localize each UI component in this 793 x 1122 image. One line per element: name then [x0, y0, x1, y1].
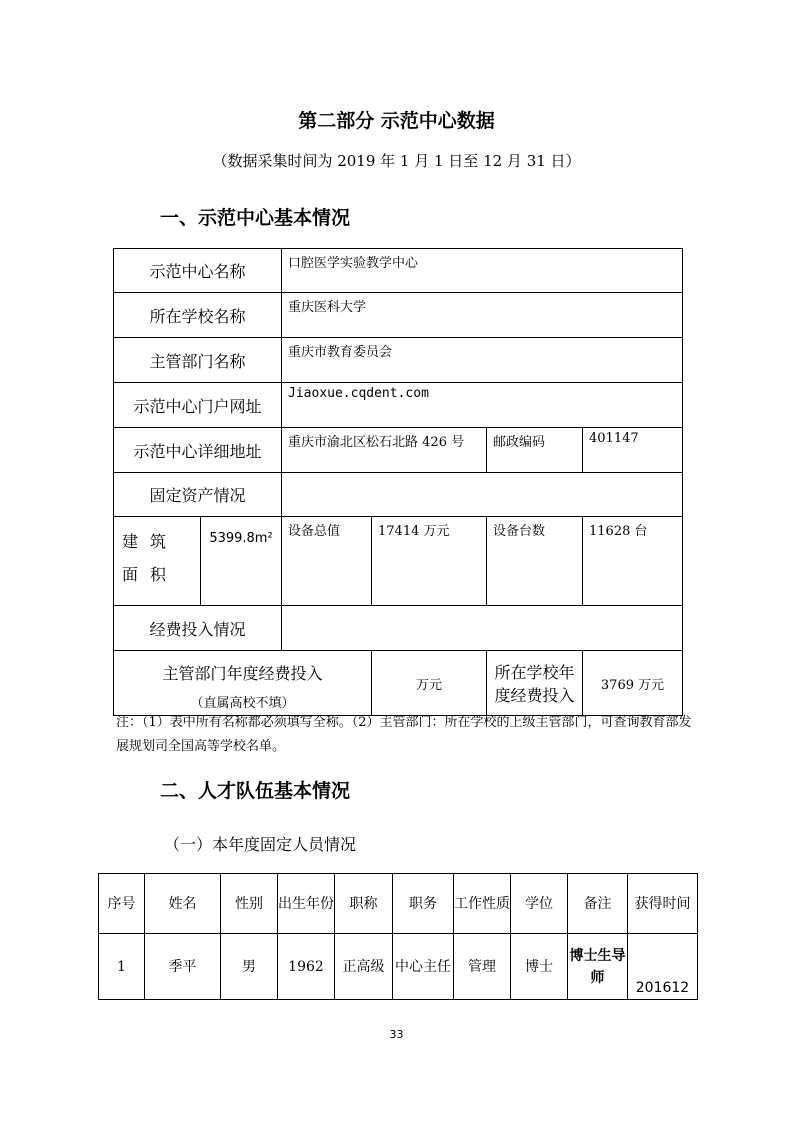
school-funds-label: 所在学校年度经费投入: [487, 651, 583, 716]
section-heading-staff: 二、人才队伍基本情况: [160, 780, 351, 802]
department-name-value: 重庆市教育委员会: [282, 338, 683, 383]
equipment-total-label: 设备总值: [282, 517, 372, 606]
header-name: 姓名: [145, 874, 221, 934]
basic-info-table: [113, 248, 683, 716]
funds-label: 经费投入情况: [114, 606, 282, 651]
address-value: 重庆市渝北区松石北路 426 号: [282, 428, 487, 473]
staff-table-header-row: [99, 874, 698, 934]
table-row: [99, 934, 698, 1000]
section-heading-basic-info: 一、示范中心基本情况: [160, 207, 351, 229]
cell-degree: 博士: [511, 934, 568, 1000]
department-funds-label: 主管部门年度经费投入: [162, 664, 323, 683]
department-funds-label-cell: [114, 651, 372, 716]
header-work-nature: 工作性质: [454, 874, 511, 934]
center-name-value: 口腔医学实验教学中心: [282, 249, 683, 293]
postcode-label: 邮政编码: [487, 428, 583, 473]
equipment-count-label: 设备台数: [487, 517, 583, 606]
equipment-total-value: 17414 万元: [372, 517, 487, 606]
page-title: 第二部分 示范中心数据: [298, 110, 495, 132]
building-area-value: 5399.8m²: [201, 517, 282, 606]
cell-work-nature: 管理: [454, 934, 511, 1000]
school-name-value: 重庆医科大学: [282, 293, 683, 338]
header-title: 职称: [335, 874, 393, 934]
portal-url-label: 示范中心门户网址: [114, 383, 282, 428]
funds-value: [282, 606, 683, 651]
subsection-heading-fixed-staff: （一）本年度固定人员情况: [164, 835, 357, 854]
staff-table: [98, 873, 698, 1000]
cell-birth-year: 1962: [278, 934, 335, 1000]
school-name-label: 所在学校名称: [114, 293, 282, 338]
cell-title: 正高级: [335, 934, 393, 1000]
department-funds-value: 万元: [372, 651, 487, 716]
fixed-assets-label: 固定资产情况: [114, 473, 282, 517]
cell-name: 季平: [145, 934, 221, 1000]
cell-index: 1: [99, 934, 145, 1000]
header-gender: 性别: [221, 874, 278, 934]
table-note: 注：（1）表中所有名称都必须填写全称。（2）主管部门：所在学校的上级主管部门，可查询教育部发展规划司全国高等学校名单。: [116, 715, 692, 754]
header-remarks: 备注: [568, 874, 628, 934]
department-name-label: 主管部门名称: [114, 338, 282, 383]
page-number: 33: [389, 1028, 404, 1041]
portal-url-value: Jiaoxue.cqdent.com: [282, 383, 683, 428]
header-index: 序号: [99, 874, 145, 934]
header-position: 职务: [393, 874, 454, 934]
header-degree: 学位: [511, 874, 568, 934]
data-period-subtitle: （数据采集时间为 2019 年 1 月 1 日至 12 月 31 日）: [212, 152, 581, 170]
cell-position: 中心主任: [393, 934, 454, 1000]
equipment-count-value: 11628 台: [583, 517, 683, 606]
center-name-label: 示范中心名称: [114, 249, 282, 293]
fixed-assets-value: [282, 473, 683, 517]
header-birth-year: 出生年份: [278, 874, 335, 934]
address-label: 示范中心详细地址: [114, 428, 282, 473]
building-area-label: 建筑面积: [114, 517, 201, 606]
cell-gender: 男: [221, 934, 278, 1000]
cell-remarks: 博士生导师: [568, 934, 628, 1000]
department-funds-sublabel: （直属高校不填）: [190, 696, 295, 711]
cell-obtained-time: 201612: [628, 934, 698, 1000]
header-obtained-time: 获得时间: [628, 874, 698, 934]
postcode-value: 401147: [583, 428, 683, 473]
school-funds-value: 3769 万元: [583, 651, 683, 716]
